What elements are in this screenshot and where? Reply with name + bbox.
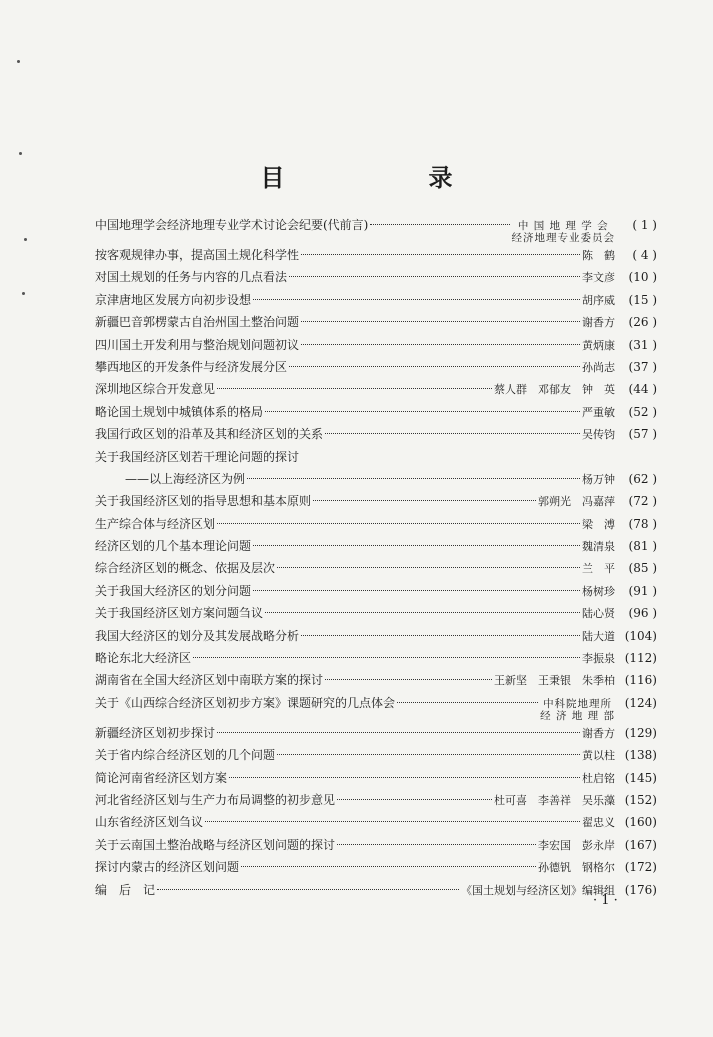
toc-entry-page: (10 ) xyxy=(628,270,657,285)
toc-leader-dots xyxy=(157,889,459,890)
toc-entry-author: 黄以柱 xyxy=(582,749,615,763)
toc-entry-page: (31 ) xyxy=(628,337,657,352)
toc-leader-dots xyxy=(337,844,536,845)
toc-entry-title: 探讨内蒙古的经济区划问题 xyxy=(95,860,240,875)
toc-entry xyxy=(95,490,657,512)
toc-entry-author: 谢香方 xyxy=(582,316,615,330)
toc-entry xyxy=(95,214,657,244)
toc-entry-page: (96 ) xyxy=(628,606,657,621)
toc-leader-dots xyxy=(289,366,580,367)
toc-entry xyxy=(95,647,657,669)
toc-leader-dots xyxy=(265,411,580,412)
toc-entry-page: (116) xyxy=(624,673,657,688)
toc-entry-title: 关于省内综合经济区划的几个问题 xyxy=(95,748,276,763)
toc-entry-title: 综合经济区划的概念、依据及层次 xyxy=(95,561,276,576)
toc-entry-page: ( 4 ) xyxy=(632,248,657,262)
toc-entry-title: ——以上海经济区为例 xyxy=(125,471,246,486)
toc-entry-page: (62 ) xyxy=(628,471,657,486)
toc-entry-title: 新疆巴音郭楞蒙古自治州国土整治问题 xyxy=(95,315,300,330)
toc-entry-title: 经济区划的几个基本理论问题 xyxy=(95,539,252,554)
toc-entry-title: 关于云南国土整治战略与经济区划问题的探讨 xyxy=(95,837,336,852)
toc-entry-author: 谢香方 xyxy=(582,726,615,740)
toc-entry-page: (52 ) xyxy=(628,404,657,419)
toc-leader-dots xyxy=(217,523,580,524)
toc-entry-page: (129) xyxy=(624,725,657,740)
toc-entry-author: 王新坚 王秉银 朱季柏 xyxy=(494,674,615,688)
toc-entry xyxy=(95,625,657,647)
toc-leader-dots xyxy=(370,224,509,225)
toc-entry-author: 吴传钧 xyxy=(582,428,615,442)
toc-entry-author: 陈 鹤 xyxy=(582,249,615,262)
toc-entry-title: 京津唐地区发展方向初步设想 xyxy=(95,292,252,307)
toc-entry xyxy=(95,446,657,468)
toc-leader-dots xyxy=(277,567,580,568)
toc-entry-author: 李振泉 xyxy=(582,652,615,666)
toc-entry-author: 蔡人群 邓郁友 钟 英 xyxy=(494,383,615,397)
toc-entry-title: 中国地理学会经济地理专业学术讨论会纪要(代前言) xyxy=(95,218,369,232)
toc-entry xyxy=(95,401,657,423)
toc-leader-dots xyxy=(253,545,580,546)
toc-entry-title: 编 后 记 xyxy=(95,882,156,897)
toc-leader-dots xyxy=(217,388,492,389)
toc-entry xyxy=(95,535,657,557)
toc-entry-author xyxy=(512,220,616,244)
toc-entry xyxy=(95,834,657,856)
toc-entry xyxy=(95,334,657,356)
toc-entry-title: 关于我国经济区划方案问题刍议 xyxy=(95,606,264,621)
toc-entry-page: (167) xyxy=(624,837,657,852)
toc-leader-dots xyxy=(253,590,580,591)
toc-entry-author-line: 中科院地理所 xyxy=(543,697,613,710)
toc-entry xyxy=(95,669,657,691)
toc-entry xyxy=(95,722,657,744)
toc-entry-title: 我国行政区划的沿革及其和经济区划的关系 xyxy=(95,427,324,442)
toc-entry xyxy=(95,311,657,333)
toc-entry-title: 四川国土开发利用与整治规划问题初议 xyxy=(95,337,300,352)
toc-entry-title: 新疆经济区划初步探讨 xyxy=(95,725,216,740)
toc-entry-page: (176) xyxy=(624,882,657,897)
toc-leader-dots xyxy=(253,299,580,300)
toc-entry-author: 孙尚志 xyxy=(582,360,615,374)
toc-entry-author-line: 中 国 地 理 学 会 xyxy=(517,220,609,232)
toc-leader-dots xyxy=(337,799,492,800)
toc-entry-author-line: 经 济 地 理 部 xyxy=(540,709,615,722)
toc-leader-dots xyxy=(265,612,580,613)
toc-entry-author: 魏清泉 xyxy=(582,540,615,554)
toc-entry-page: (15 ) xyxy=(628,292,657,307)
toc-entry-page: (172) xyxy=(624,860,657,875)
toc-entry-author: 梁 溥 xyxy=(582,517,615,531)
scan-speck xyxy=(22,292,25,295)
toc-entry xyxy=(95,557,657,579)
toc-entry-title: 关于《山西综合经济区划初步方案》课题研究的几点体会 xyxy=(95,695,396,710)
scan-speck xyxy=(24,238,27,241)
toc-entry-page: (57 ) xyxy=(628,427,657,442)
toc-entry-page: (152) xyxy=(624,792,657,807)
toc-entry-page: (112) xyxy=(624,651,657,666)
toc-entry-title: 深圳地区综合开发意见 xyxy=(95,382,216,397)
toc-entry-page: (78 ) xyxy=(628,516,657,531)
toc-entry-author-line: 经济地理专业委员会 xyxy=(511,232,615,244)
toc-entry-page: (124) xyxy=(624,695,657,710)
toc-leader-dots xyxy=(301,635,580,636)
toc-leader-dots xyxy=(325,433,580,434)
toc-entry-page: (26 ) xyxy=(628,315,657,330)
toc-entry xyxy=(95,356,657,378)
toc-entry xyxy=(95,744,657,766)
toc-entry-author: 李文彦 xyxy=(582,271,615,285)
toc-entry-title: 关于我国经济区划的指导思想和基本原则 xyxy=(95,494,312,509)
toc-entry-page: (44 ) xyxy=(628,382,657,397)
toc-entry xyxy=(95,856,657,878)
toc-entry-title: 略论国土规划中城镇体系的格局 xyxy=(95,404,264,419)
toc-entry-author: 黄炳康 xyxy=(582,338,615,352)
toc-entry-author: 兰 平 xyxy=(582,562,615,576)
toc-entry-title: 关于我国大经济区的划分问题 xyxy=(95,583,252,598)
toc-entry-page: (138) xyxy=(624,748,657,763)
toc-entry-page: ( 1 ) xyxy=(632,218,657,232)
toc-entry-page: (81 ) xyxy=(628,539,657,554)
toc-leader-dots xyxy=(289,276,580,277)
toc-entry-title: 关于我国经济区划若干理论问题的探讨 xyxy=(95,449,300,464)
toc-entry-author: 郭朔光 冯嘉萍 xyxy=(538,495,615,509)
toc-leader-dots xyxy=(301,344,580,345)
toc-entry xyxy=(95,423,657,445)
page-title: 目 录 xyxy=(260,164,513,192)
toc-entry xyxy=(95,244,657,266)
toc-entry-title: 河北省经济区划与生产力布局调整的初步意见 xyxy=(95,792,336,807)
toc-entry xyxy=(95,602,657,624)
toc-entry xyxy=(95,378,657,400)
toc-leader-dots xyxy=(325,679,492,680)
toc-entry-author: 李宏国 彭永岸 xyxy=(538,838,615,852)
toc-entry-title: 略论东北大经济区 xyxy=(95,651,192,666)
toc-entry-page: (104) xyxy=(624,628,657,643)
toc-entry-author: 孙德钒 钢格尔 xyxy=(538,861,615,875)
toc-leader-dots xyxy=(277,754,580,755)
toc-entry xyxy=(95,513,657,535)
toc-entry xyxy=(95,266,657,288)
scan-speck xyxy=(19,152,22,155)
toc-entry-author: 陆大道 xyxy=(582,629,615,643)
toc-leader-dots xyxy=(193,657,580,658)
toc-entry-title: 攀西地区的开发条件与经济发展分区 xyxy=(95,359,288,374)
toc-entry-title: 生产综合体与经济区划 xyxy=(95,516,216,531)
toc-entry-author: 《国土规划与经济区划》编辑组 xyxy=(461,883,615,897)
toc-entry-page: (72 ) xyxy=(628,494,657,509)
toc-entry-author: 胡序威 xyxy=(582,293,615,307)
toc-entry-title: 简论河南省经济区划方案 xyxy=(95,770,228,785)
toc-entry-author: 翟忠义 xyxy=(582,816,615,830)
toc-entry-title: 湖南省在全国大经济区划中南联方案的探讨 xyxy=(95,673,324,688)
toc-entry xyxy=(95,767,657,789)
toc-entry-title: 我国大经济区的划分及其发展战略分析 xyxy=(95,628,300,643)
toc-entry-page: (160) xyxy=(624,815,657,830)
toc-leader-dots xyxy=(301,254,580,255)
toc-entry-author: 杨万钟 xyxy=(582,472,615,486)
toc-leader-dots xyxy=(229,777,580,778)
toc-leader-dots xyxy=(241,866,536,867)
toc-leader-dots xyxy=(247,478,580,479)
toc-leader-dots xyxy=(301,321,580,322)
toc-entry xyxy=(95,580,657,602)
toc-entry-author: 杜可喜 李善祥 吴乐藻 xyxy=(494,793,615,807)
toc-entry-author: 杜启铭 xyxy=(582,771,615,785)
toc-entry-author: 严重敏 xyxy=(582,405,615,419)
toc-entry-page: (91 ) xyxy=(628,583,657,598)
toc-entry xyxy=(95,289,657,311)
toc-entry-author: 陆心贤 xyxy=(582,607,615,621)
toc-entry xyxy=(95,468,657,490)
scan-speck xyxy=(17,60,20,63)
toc-leader-dots xyxy=(205,821,580,822)
toc-entry xyxy=(95,789,657,811)
toc-entry-author: 杨树珍 xyxy=(582,584,615,598)
toc-entry xyxy=(95,879,657,901)
table-of-contents xyxy=(95,214,657,901)
toc-entry xyxy=(95,811,657,833)
toc-leader-dots xyxy=(217,732,580,733)
toc-entry-page: (145) xyxy=(624,770,657,785)
toc-entry-title: 按客观规律办事，提高国土规化科学性 xyxy=(95,248,300,262)
toc-entry-page: (85 ) xyxy=(628,561,657,576)
toc-leader-dots xyxy=(313,500,536,501)
toc-entry-page: (37 ) xyxy=(628,359,657,374)
toc-entry-author xyxy=(540,698,615,722)
toc-leader-dots xyxy=(397,702,538,703)
toc-entry-title: 对国土规划的任务与内容的几点看法 xyxy=(95,270,288,285)
toc-entry-title: 山东省经济区划刍议 xyxy=(95,815,204,830)
page-number: · 1 · xyxy=(593,893,618,908)
toc-entry xyxy=(95,692,657,722)
